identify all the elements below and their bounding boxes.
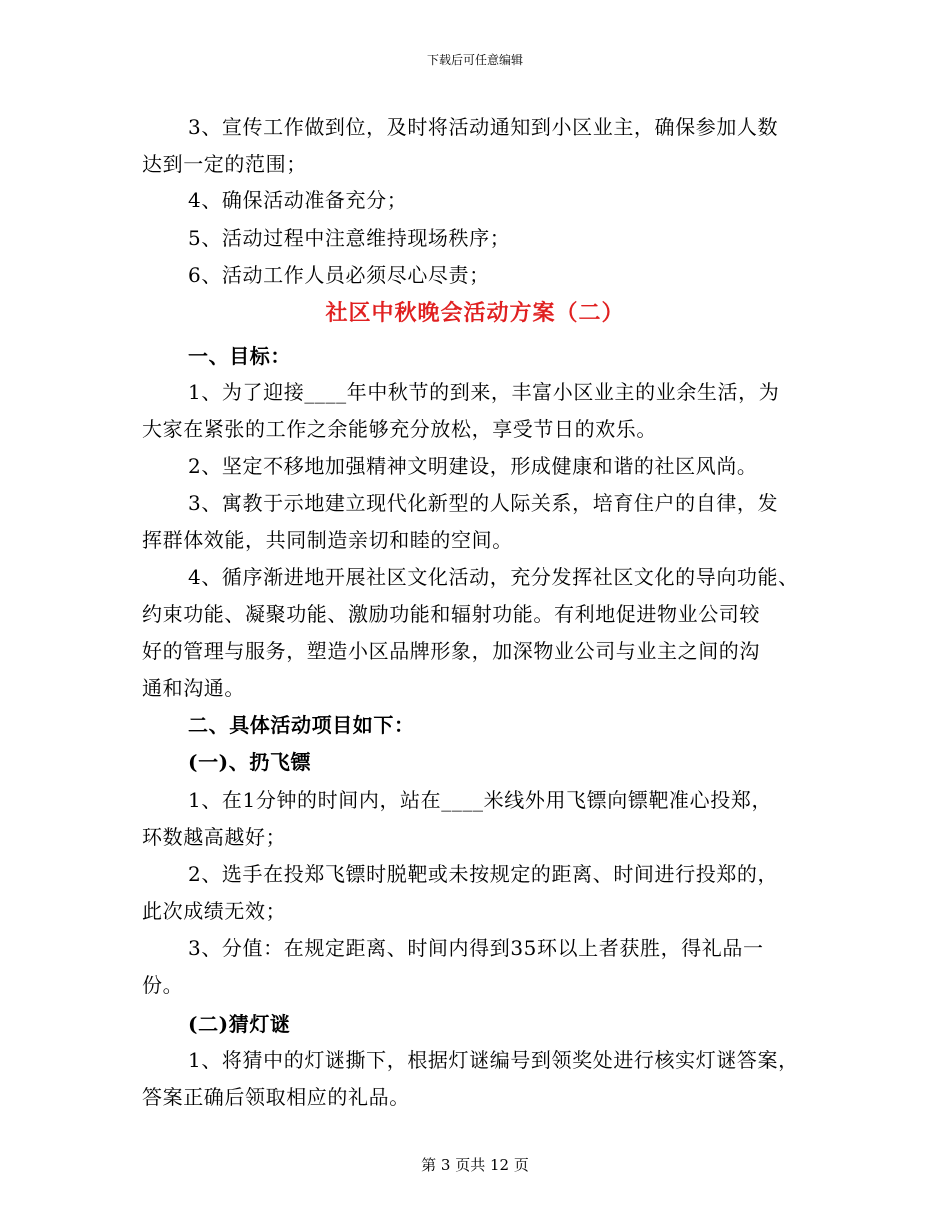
paragraph-line: 3、寓教于示地建立现代化新型的人际关系，培育住户的自律，发 — [188, 491, 779, 515]
page-footer: 第 3 页共 12 页 — [421, 1156, 529, 1174]
paragraph-line: 6、活动工作人员必须尽心尽责； — [188, 263, 490, 287]
paragraph-line: 大家在紧张的工作之余能够充分放松，享受节日的欢乐。 — [142, 417, 657, 441]
section-title: 社区中秋晚会活动方案（二） — [325, 300, 625, 326]
paragraph-line: 答案正确后领取相应的礼品。 — [142, 1085, 410, 1109]
section-heading: 二、具体活动项目如下： — [188, 713, 415, 737]
paragraph-line: 5、活动过程中注意维持现场秩序； — [188, 226, 511, 250]
paragraph-line: 达到一定的范围； — [142, 152, 307, 176]
paragraph-line: 环数越高越好； — [142, 825, 287, 849]
paragraph-line: 2、坚定不移地加强精神文明建设，形成健康和谐的社区风尚。 — [188, 454, 758, 478]
paragraph-line: 约束功能、凝聚功能、激励功能和辐射功能。有利地促进物业公司较 — [142, 602, 760, 626]
paragraph-line: 4、循序渐进地开展社区文化活动，充分发挥社区文化的导向功能、 — [188, 565, 799, 589]
paragraph-line: 挥群体效能，共同制造亲切和睦的空间。 — [142, 528, 513, 552]
paragraph-line: 此次成绩无效； — [142, 899, 287, 923]
paragraph-line: 3、分值：在规定距离、时间内得到35环以上者获胜，得礼品一 — [188, 936, 764, 960]
section-heading: 一、目标： — [188, 344, 291, 368]
paragraph-line: 3、宣传工作做到位，及时将活动通知到小区业主，确保参加人数 — [188, 115, 779, 139]
subsection-heading: (二)猜灯谜 — [188, 1012, 291, 1036]
page-header: 下载后可任意编辑 — [426, 53, 523, 67]
paragraph-line: 1、为了迎接____年中秋节的到来，丰富小区业主的业余生活，为 — [188, 380, 780, 404]
paragraph-line: 1、在1分钟的时间内，站在____米线外用飞镖向镖靶准心投郑， — [188, 788, 773, 812]
paragraph-line: 2、选手在投郑飞镖时脱靶或未按规定的距离、时间进行投郑的， — [188, 862, 779, 886]
subsection-heading: (一)、扔飞镖 — [188, 750, 312, 774]
paragraph-line: 通和沟通。 — [142, 676, 245, 700]
paragraph-line: 份。 — [142, 973, 184, 997]
paragraph-line: 4、确保活动准备充分； — [188, 188, 408, 212]
paragraph-line: 好的管理与服务，塑造小区品牌形象，加深物业公司与业主之间的沟 — [142, 639, 760, 663]
paragraph-line: 1、将猜中的灯谜撕下，根据灯谜编号到领奖处进行核实灯谜答案， — [188, 1048, 799, 1072]
